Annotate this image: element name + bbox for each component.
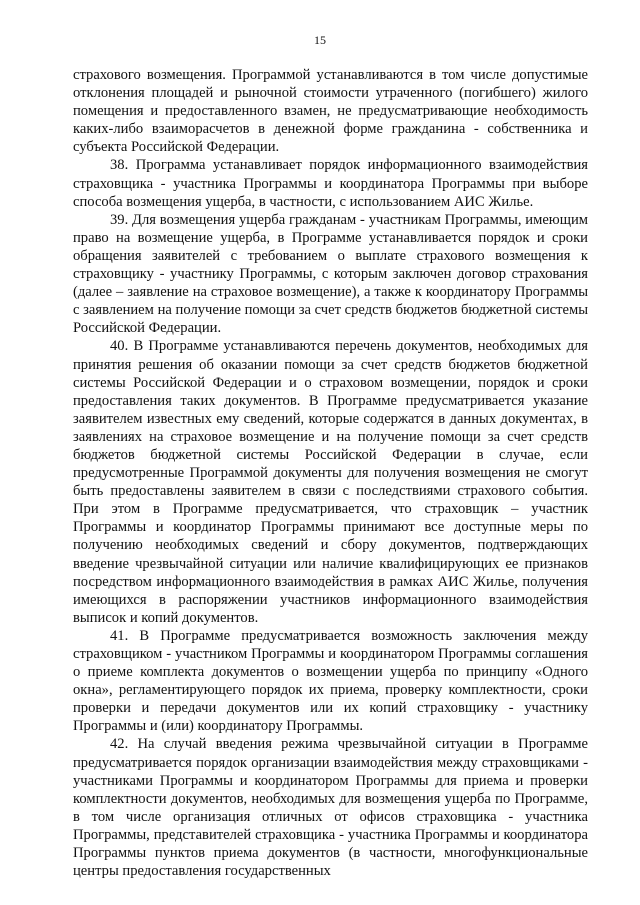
paragraph-38: 38. Программа устанавливает порядок информационного взаимодействия страховщика - участника Программы и координатора Программы при выборе способа возмещения ущерба, в частности, с использованием АИС Жилье.	[73, 157, 588, 210]
paragraph-42: 42. На случай введения режима чрезвычайной ситуации в Программе предусматривается порядок организации взаимодействия между страховщиками - участниками Программы и координатором Программы для приема и проверки комплектности документов, необходимых для возмещения ущерба по Программе, в том числе организация отличных от офисов страховщика - участника Программы, представителей страховщика - участника Программы и координатора Программы пунктов приема документов (в частности, многофункциональные центры предоставления государственных	[73, 736, 588, 880]
paragraph-continuation: страхового возмещения. Программой устанавливаются в том числе допустимые отклонения площадей и рыночной стоимости утраченного (погибшего) жилого помещения и предоставленного взамен, не предусматривающие необходимость каких-либо взаиморасчетов в денежной форме гражданина - собственника и субъекта Российской Федерации.	[73, 67, 588, 156]
document-body	[73, 66, 588, 880]
paragraph-40: 40. В Программе устанавливаются перечень документов, необходимых для принятия решения об оказании помощи за счет средств бюджетов бюджетной системы Российской Федерации и о страховом возмещении, порядок и сроки предоставления таких документов. В Программе предусматривается указание заявителем известных ему сведений, которые содержатся в данных документах, в заявлениях на страховое возмещение и на получение помощи за счет средств бюджетов бюджетной системы Российской Федерации в случае, если предусмотренные Программой документы для получения возмещения не смогут быть предоставлены заявителем в связи с последствиями страхового события. При этом в Программе предусматривается, что страховщик – участник Программы и координатор Программы принимают все доступные меры по получению необходимых сведений и сбору документов, подтверждающих введение чрезвычайной ситуации или наличие квалифицирующих ее признаков посредством информационного взаимодействия в рамках АИС Жилье, получения имеющихся в распоряжении участников информационного взаимодействия выписок и копий документов.	[73, 338, 588, 626]
page-number: 15	[314, 33, 326, 47]
paragraph-39: 39. Для возмещения ущерба гражданам - участникам Программы, имеющим право на возмещение ущерба, в Программе устанавливается порядок и сроки обращения заявителей с требованием о выплате страхового возмещения к страховщику - участнику Программы, с которым заключен договор страхования (далее – заявление на страховое возмещение), а также к координатору Программы с заявлением на получение помощи за счет средств бюджетов бюджетной системы Российской Федерации.	[73, 211, 588, 337]
paragraph-41: 41. В Программе предусматривается возможность заключения между страховщиком - участником Программы и координатором Программы соглашения о приеме комплекта документов о возмещении ущерба по принципу «Одного окна», регламентирующего порядок их приема, проверку комплектности, сроки проверки и передачи документов или их копий страховщику - участнику Программы и (или) координатору Программы.	[73, 627, 588, 735]
